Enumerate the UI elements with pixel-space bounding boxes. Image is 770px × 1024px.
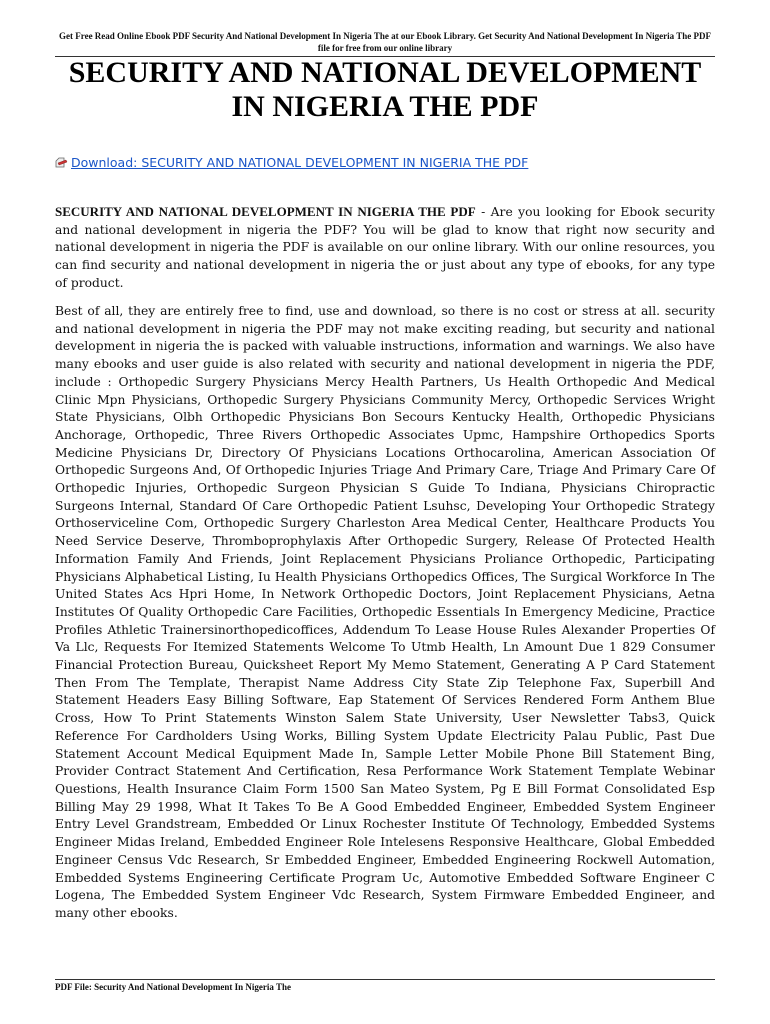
footer-text: PDF File: Security And National Development In Nigeria The [55,982,291,992]
footer-divider [55,979,715,980]
header-promo-text: Get Free Read Online Ebook PDF Security And National Development In Nigeria The at our Ebook Library. Get Security And National Development In Nigeria The PDF file for free from our online library [59,31,711,53]
main-content [55,203,715,933]
pdf-file-icon [55,155,68,167]
related-ebooks-paragraph: Best of all, they are entirely free to find, use and download, so there is no cost or stress at all. security and national development in nigeria the PDF may not make exciting reading, but security and national development in nigeria the is packed with valuable instructions, information and warnings. We also have many ebooks and user guide is also related with security and national development in nigeria the PDF, include : Orthopedic Surgery Physicians Mercy Health Partners, Us Health Orthopedic And Medical Clinic Mpn Physicians, Orthopedic Surgery Physicians Community Mercy, Orthopedic Services Wright State Physicians, Olbh Orthopedic Physicians Bon Secours Kentucky Health, Orthopedic Physicians Anchorage, Orthopedic, Three Rivers Orthopedic Associates Upmc, Hampshire Orthopedics Sports Medicine Physicians Dr, Directory Of Physicians Locations Orthocarolina, American Association Of Orthopedic Surgeons And, Of Orthopedic Injuries Triage And Primary Care, Triage And Primary Care Of Orthopedic Injuries, Orthopedic Surgeon Physician S Guide To Indiana, Physicians Chiropractic Surgeons Internal, Standard Of Care Orthopedic Patient Lsuhsc, Developing Your Orthopedic Strategy Orthoserviceline Com, Orthopedic Surgery Charleston Area Medical Center, Healthcare Products You Need Service Deserve, Thromboprophylaxis After Orthopedic Surgery, Release Of Protected Health Information Family And Friends, Joint Replacement Physicians Proliance Orthopedic, Participating Physicians Alphabetical Listing, Iu Health Physicians Orthopedics Offices, The Surgical Workforce In The United States Acs Hpri Home, In Network Orthopedic Doctors, Joint Replacement Physicians, Aetna Institutes Of Quality Orthopedic Care Facilities, Orthopedic Essentials In Emergency Medicine, Practice Profiles Athletic Trainersinorthopedicoffices, Addendum To Lease House Rules Alexander Properties Of Va Llc, Requests For Itemized Statements Welcome To Utmb Health, Ln Amount Due 1 829 Consumer Financial Protection Bureau, Quicksheet Report My Memo Statement, Generating A P Card Statement Then From The Template, Therapist Name Address City State Zip Telephone Fax, Superbill And Statement Headers Easy Billing Software, Eap Statement Of Services Rendered Form Anthem Blue Cross, How To Print Statements Winston Salem State University, User Newsletter Tabs3, Quick Reference For Cardholders Using Works, Billing System Update Electricity Palau Public, Past Due Statement Account Medical Equipment Made In, Sample Letter Mobile Phone Bill Statement Bing, Provider Contract Statement And Certification, Resa Performance Work Statement Template Webinar Questions, Health Insurance Claim Form 1500 San Mateo System, Pg E Bill Format Consolidated Esp Billing May 29 1998, What It Takes To Be A Good Embedded Engineer, Embedded System Engineer Entry Level Grandstream, Embedded Or Linux Rochester Institute Of Technology, Embedded Systems Engineer Midas Ireland, Embedded Engineer Role Intelesens Responsive Healthcare, Global Embedded Engineer Census Vdc Research, Sr Embedded Engineer, Embedded Engineering Rockwell Automation, Embedded Systems Engineering Certificate Program Uc, Automotive Embedded Software Engineer C Logena, The Embedded System Engineer Vdc Research, System Firmware Embedded Engineer, and many other ebooks. [55,304,715,920]
intro-paragraph [55,203,715,293]
download-link[interactable] [55,154,715,172]
intro-text: - Are you looking for Ebook security and national development in nigeria the PDF? You will be glad to know that right now security and national development in nigeria the PDF is available on our online library. With our online resources, you can find security and national development in nigeria the or just about any type of ebooks, for any type of product. [55,205,715,290]
intro-lead: SECURITY AND NATIONAL DEVELOPMENT IN NIGERIA THE PDF [55,204,476,219]
download-link-label: Download: SECURITY AND NATIONAL DEVELOPMENT IN NIGERIA THE PDF [71,155,529,170]
page-title: SECURITY AND NATIONAL DEVELOPMENT IN NIGERIA THE PDF [68,56,702,123]
